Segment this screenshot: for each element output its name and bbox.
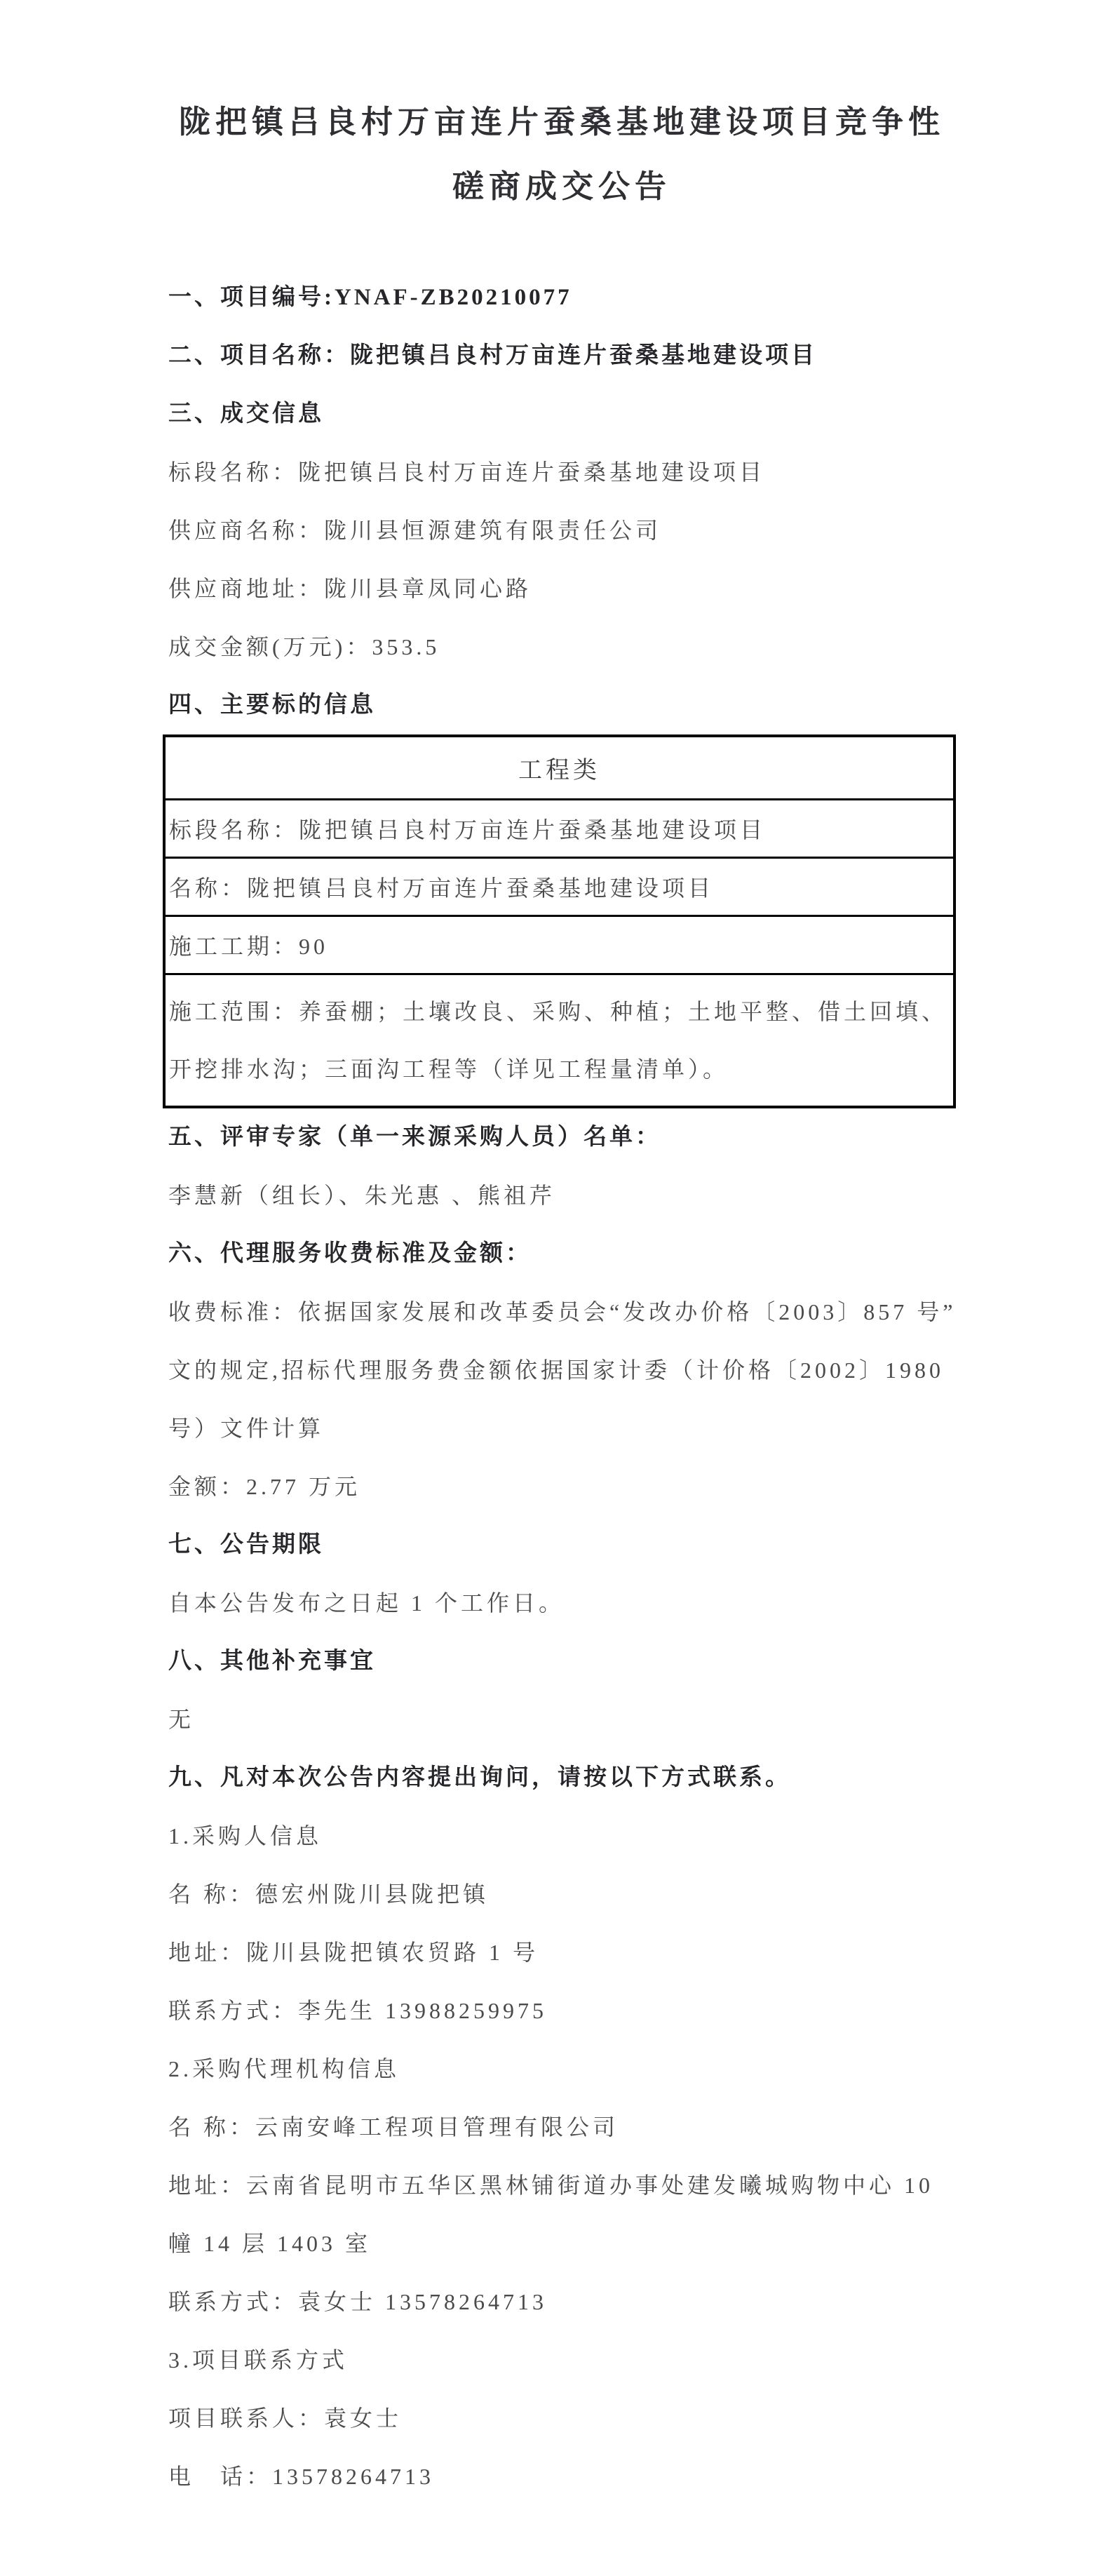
- section-6-heading: 六、代理服务收费标准及金额：: [168, 1241, 532, 1266]
- title-line-2: 磋商成交公告: [452, 169, 671, 204]
- document-body-bottom: [168, 1108, 955, 2506]
- table-scope-line-2: 开挖排水沟；三面沟工程等（详见工程量清单）。: [169, 1056, 729, 1082]
- section-7-heading: 七、公告期限: [168, 1532, 324, 1557]
- project-contact-label: 3.项目联系方式: [168, 2347, 349, 2373]
- supplier-name: 供应商名称：陇川县恒源建筑有限责任公司: [168, 518, 662, 543]
- expert-list: 李慧新（组长）、朱光惠 、熊祖芹: [168, 1183, 556, 1208]
- agency-address-line-2: 幢 14 层 1403 室: [168, 2231, 372, 2256]
- supplier-address: 供应商地址：陇川县章凤同心路: [168, 576, 532, 601]
- document-body-top: [168, 269, 955, 734]
- announcement-period: 自本公告发布之日起 1 个工作日。: [168, 1590, 565, 1616]
- section-3-heading: 三、成交信息: [168, 401, 324, 427]
- table-category-header: 工程类: [164, 736, 955, 800]
- table-duration-cell: 施工工期：90: [164, 916, 955, 974]
- fee-standard-line-2: 文的规定,招标代理服务费金额依据国家计委（计价格〔2002〕1980: [168, 1357, 945, 1383]
- section-9-heading: 九、凡对本次公告内容提出询问，请按以下方式联系。: [168, 1765, 791, 1790]
- table-bid-section-cell: 标段名称：陇把镇吕良村万亩连片蚕桑基地建设项目: [164, 800, 955, 858]
- fee-standard-line-1: 收费标准：依据国家发展和改革委员会“发改办价格〔2003〕857 号”: [168, 1299, 957, 1324]
- purchaser-contact: 联系方式：李先生 13988259975: [168, 1998, 548, 2023]
- table-name-cell: 名称：陇把镇吕良村万亩连片蚕桑基地建设项目: [164, 858, 955, 916]
- section-1-heading: 一、项目编号:YNAF-ZB20210077: [168, 285, 572, 310]
- table-row: [164, 800, 955, 858]
- transaction-amount: 成交金额(万元)：353.5: [168, 634, 440, 659]
- section-4-heading: 四、主要标的信息: [168, 692, 376, 718]
- other-notes: 无: [168, 1707, 195, 1732]
- fee-standard-line-3: 号）文件计算: [168, 1416, 325, 1441]
- agency-name: 名 称：云南安峰工程项目管理有限公司: [168, 2114, 619, 2140]
- table-row: [164, 974, 955, 1108]
- title-line-1: 陇把镇吕良村万亩连片蚕桑基地建设项目竞争性: [178, 105, 945, 140]
- purchaser-address: 地址：陇川县陇把镇农贸路 1 号: [168, 1940, 539, 1965]
- agency-info-label: 2.采购代理机构信息: [168, 2056, 400, 2081]
- agency-address-line-1: 地址：云南省昆明市五华区黑林铺街道办事处建发曦城购物中心 10: [168, 2173, 934, 2198]
- table-header-row: [164, 736, 955, 800]
- table-scope-line-1: 施工范围：养蚕棚；土壤改良、采购、种植；土地平整、借土回填、: [169, 999, 948, 1024]
- table-row: [164, 916, 955, 974]
- section-8-heading: 八、其他补充事宜: [168, 1649, 376, 1674]
- purchaser-info-label: 1.采购人信息: [168, 1823, 323, 1849]
- section-5-heading: 五、评审专家（单一来源采购人员）名单：: [168, 1125, 661, 1150]
- project-phone: 电 话：13578264713: [168, 2464, 435, 2489]
- agency-contact: 联系方式：袁女士 13578264713: [168, 2289, 548, 2314]
- table-row: [164, 858, 955, 916]
- subject-info-table: [163, 734, 956, 1108]
- fee-amount: 金额：2.77 万元: [168, 1474, 361, 1499]
- section-2-heading: 二、项目名称：陇把镇吕良村万亩连片蚕桑基地建设项目: [168, 343, 817, 368]
- table-scope-cell: [164, 974, 955, 1108]
- winning-bid-section-name: 标段名称：陇把镇吕良村万亩连片蚕桑基地建设项目: [168, 459, 766, 485]
- purchaser-name: 名 称：德宏州陇川县陇把镇: [168, 1881, 490, 1907]
- document-title: [168, 0, 955, 219]
- project-contact-person: 项目联系人：袁女士: [168, 2406, 403, 2431]
